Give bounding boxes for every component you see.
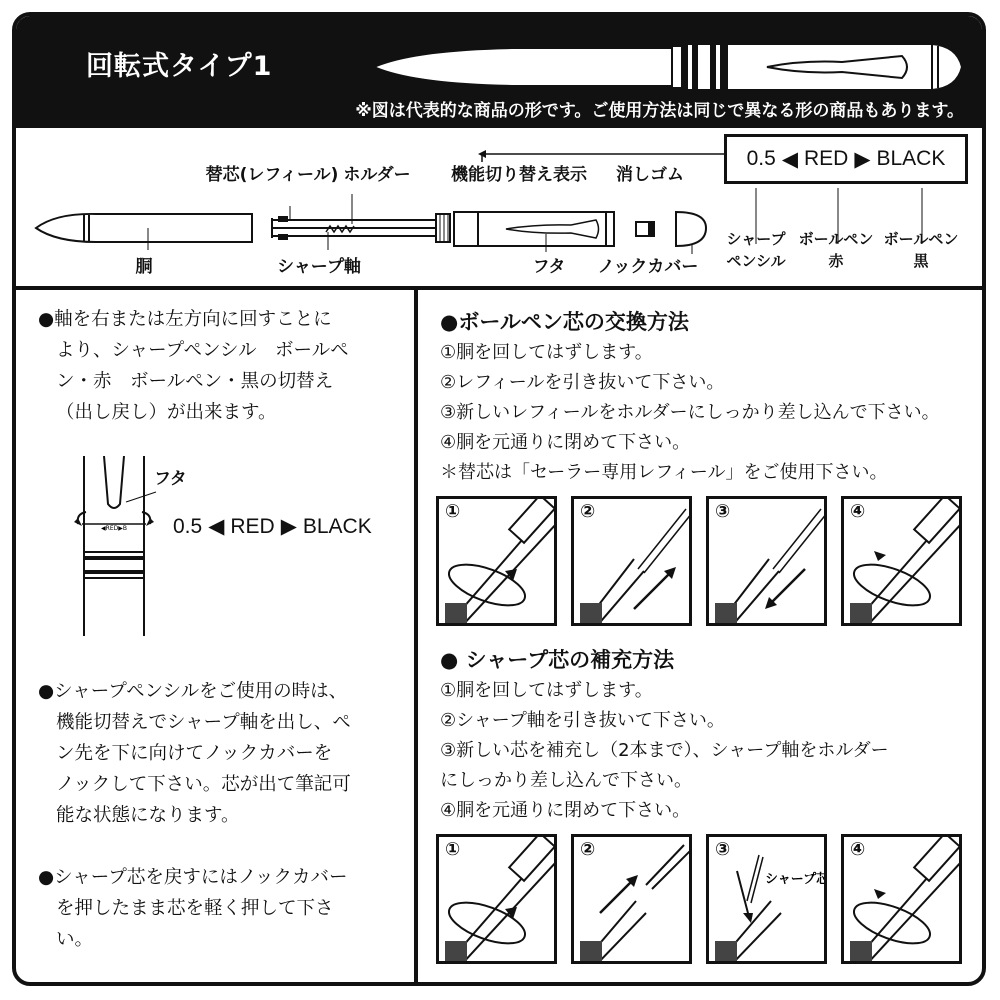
lead-panel-4: ④ [841,834,962,964]
barrel-shape [36,214,252,242]
label-knock-cover: ノックカバー [597,257,699,277]
pen-illustration [372,38,972,96]
fig-band-text: ◀RED▶B [101,525,127,532]
ballpoint-steps: ①胴を回してはずします。 ②レフィールを引き抜いて下さい。 ③新しいレフィールをホルダーにしっかり差し込んで下さい。 ④胴を元通りに閉めて下さい。 ＊替芯は「セーラー専用レフィール」をご使用下さい。 [440,342,940,483]
ballpoint-panel-2: ② [571,496,692,626]
lead-panel-1: ① [436,834,557,964]
label-barrel: 胴 [135,257,153,277]
lead-panel3-label: シャープ芯 [765,872,830,887]
instruction-sheet [12,12,986,986]
fig-label-cap: フタ [154,469,187,489]
ballpoint-panel-4: ④ [841,496,962,626]
selector-red: RED [803,147,849,170]
label-refill: 替芯(レフィール) [205,165,339,185]
fig-selector: 0.5 ◀ RED ▶ BLACK [173,514,372,538]
selector-arrow-left: ◀ [781,147,798,171]
header-note: ※図は代表的な商品の形です。ご使用方法は同じで異なる形の商品もあります。 [355,101,964,121]
lead-section-title: ● シャープ芯の補充方法 [440,648,675,672]
label-cap: フタ [532,257,566,277]
divider-vertical [414,286,418,986]
selector-label-black: ボールペン 黒 [883,230,959,270]
header-bar [16,16,982,128]
lead-panel-3: シャープ芯 ③ [706,834,827,964]
divider-horizontal [16,286,982,290]
ballpoint-panel-3: ③ [706,496,827,626]
pencil-usage-instructions: ●シャープペンシルをご使用の時は、 機能切替えでシャープ軸を出し、ペ ン先を下に向けてノックカバーを ノックして下さい。芯が出て筆記可 能な状態になります。 [38,681,351,826]
selector-label-pencil: シャープ ペンシル [726,230,786,270]
label-eraser: 消しゴム [616,165,684,185]
selector-black: BLACK [876,147,946,170]
selector-label-red: ボールペン 赤 [798,230,874,270]
label-holder: ホルダー [343,165,411,185]
function-selector-display [724,134,968,184]
ballpoint-panel-1: ① [436,496,557,626]
page-title: 回転式タイプ1 [86,51,273,82]
ballpoint-section-title: ●ボールペン芯の交換方法 [440,310,689,334]
label-pencil-shaft: シャープ軸 [277,257,361,277]
switch-instructions: ●軸を右または左方向に回すことに より、シャープペンシル ボールペ ン・赤 ボールペン・黒の切替え （出し戻し）が出来ます。 [38,309,349,423]
lead-steps: ①胴を回してはずします。 ②シャープ軸を引き抜いて下さい。 ③新しい芯を補充し（2本まで）、シャープ軸をホルダー にしっかり差し込んで下さい。 ④胴を元通りに閉めて下さい。 [440,680,889,821]
lead-panel-2: ② [571,834,692,964]
lead-retract-instructions: ●シャープ芯を戻すにはノックカバー を押したまま芯を軽く押して下さ い。 [38,867,348,950]
rotation-figure [56,456,166,636]
label-switch-display: 機能切り替え表示 [451,165,587,185]
selector-size: 0.5 [746,147,776,170]
selector-arrow-right: ▶ [854,147,871,171]
